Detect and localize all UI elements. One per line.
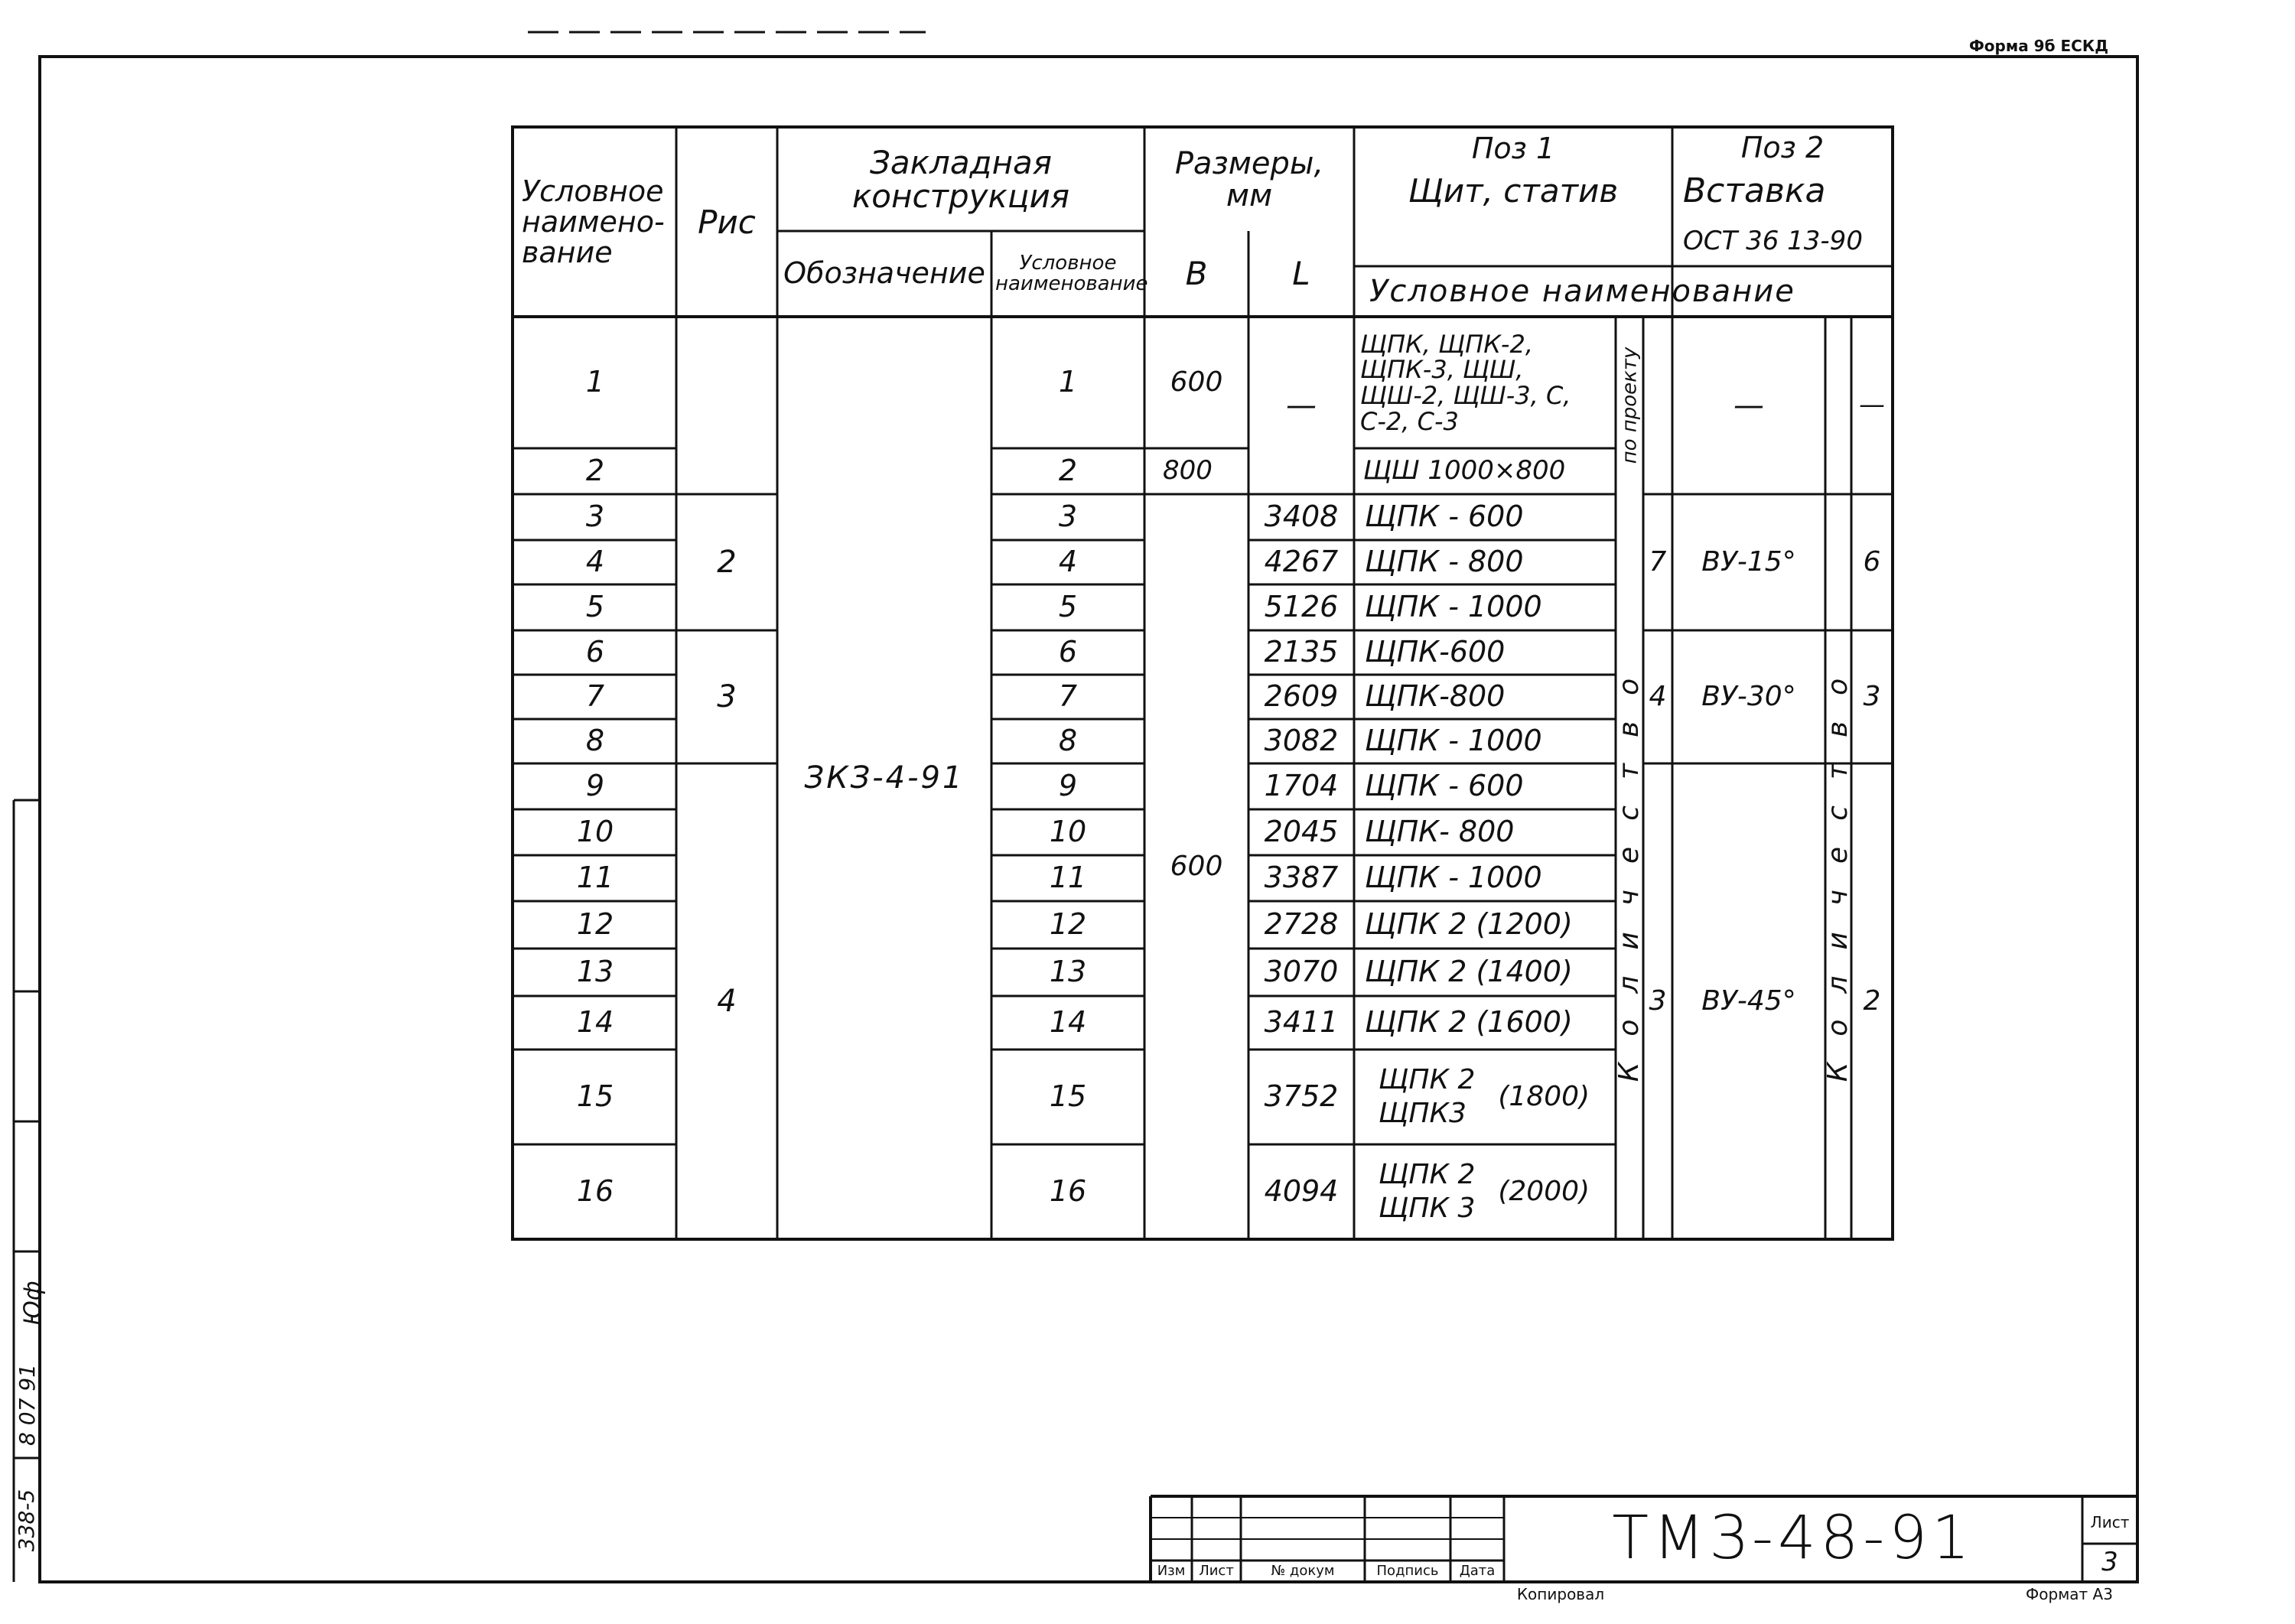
embedded-designation: ЗКЗ-4-91 — [804, 760, 965, 796]
pos2-qty-g4: 2 — [1863, 985, 1881, 1017]
b-value-row1: 600 — [1170, 366, 1223, 399]
l-value-row1: — — [1286, 388, 1317, 423]
row-length: 4267 — [1264, 545, 1339, 579]
pos2-g4: ВУ-45° — [1701, 985, 1796, 1017]
pic-group-3: 3 — [717, 679, 737, 714]
row-length: 2728 — [1264, 907, 1339, 942]
header-col-name: Условное наимено-вание — [522, 174, 665, 269]
row-length: 3408 — [1264, 500, 1339, 534]
pos1-size: (2000) — [1498, 1176, 1590, 1208]
row-length: 3387 — [1264, 861, 1339, 895]
row-length: 3082 — [1264, 724, 1339, 758]
pic-group-2: 2 — [717, 545, 737, 580]
pos1-qty-g2: 7 — [1649, 546, 1667, 578]
row-name: 9 — [585, 769, 605, 803]
pos2-top: — — [1733, 388, 1764, 423]
row-length: 3411 — [1264, 1005, 1339, 1040]
margin-code: 338-5 — [14, 1489, 40, 1551]
header-pos2-title: Поз 2 — [1740, 131, 1825, 165]
pos1-row2: ЩШ 1000×800 — [1363, 455, 1566, 487]
b-value-row2: 800 — [1163, 455, 1213, 487]
header-size-l: L — [1292, 254, 1310, 292]
row-name: 15 — [576, 1079, 614, 1114]
row-length: 3070 — [1264, 955, 1339, 989]
b-value-rest: 600 — [1170, 851, 1223, 883]
row-name: 7 — [585, 679, 605, 714]
row-name: 4 — [585, 545, 605, 579]
row-pos1: ЩПК-600 — [1365, 635, 1506, 669]
qty-label-pos2: Количество — [1822, 652, 1854, 1082]
pos2-g3: ВУ-30° — [1701, 681, 1796, 713]
row-length: 4094 — [1264, 1174, 1339, 1209]
row-name: 1 — [585, 365, 605, 399]
row-embedded-name: 6 — [1058, 635, 1078, 669]
row-length: 2045 — [1264, 815, 1339, 849]
row-pos1: ЩПК - 1000 — [1365, 590, 1542, 624]
header-pos1-title: Поз 1 — [1471, 132, 1555, 166]
document-code: ТМЗ-48-91 — [1612, 1504, 1974, 1574]
pos1-name-a: ЩПК 2 — [1379, 1159, 1476, 1191]
pos1-qty-g4: 3 — [1649, 985, 1667, 1017]
pos1-size: (1800) — [1498, 1081, 1590, 1113]
row-pos1: ЩПК- 800 — [1365, 815, 1515, 849]
row-pos1: ЩПК - 800 — [1365, 545, 1524, 579]
sheet-number: 3 — [2101, 1547, 2118, 1578]
row-name: 12 — [576, 907, 614, 942]
row-embedded-name: 10 — [1049, 815, 1087, 849]
pos1-names — [1379, 1160, 1475, 1223]
row-name: 5 — [585, 590, 605, 624]
header-size-b: B — [1185, 254, 1208, 292]
margin-signature: Юф — [19, 1280, 47, 1326]
tb-col-date: Дата — [1459, 1562, 1496, 1579]
pos1-qty-g3: 4 — [1649, 681, 1667, 713]
row-embedded-name: 3 — [1058, 500, 1078, 534]
row-length: 3752 — [1264, 1079, 1339, 1114]
row-length: 1704 — [1264, 769, 1339, 803]
row-length: 2135 — [1264, 635, 1339, 669]
row-pos1: ЩПК - 1000 — [1365, 724, 1542, 758]
row-embedded-name: 13 — [1049, 955, 1087, 989]
row-pos1 — [1356, 1144, 1616, 1239]
row-length: 5126 — [1264, 590, 1339, 624]
header-pos1-name: Щит, статив — [1408, 171, 1619, 210]
tb-col-list: Лист — [1199, 1562, 1234, 1579]
row-embedded-name: 7 — [1058, 679, 1078, 714]
row-name: 2 — [585, 454, 605, 488]
tb-col-doc: № докум — [1271, 1562, 1335, 1579]
margin-date: 8 07 91 — [14, 1363, 40, 1446]
row-embedded-name: 1 — [1058, 365, 1078, 399]
row-pos1: ЩПК - 600 — [1365, 769, 1524, 803]
pos1-names — [1379, 1066, 1475, 1128]
row-name: 6 — [585, 635, 605, 669]
row-name: 13 — [576, 955, 614, 989]
row-pos1 — [1356, 1050, 1616, 1144]
pos2-g2: ВУ-15° — [1701, 546, 1796, 578]
tb-col-izm: Изм — [1157, 1562, 1186, 1579]
row-embedded-name: 12 — [1049, 907, 1087, 942]
header-embedded-name: Условное наименование — [995, 251, 1148, 295]
per-project-label: по проекту — [1618, 347, 1642, 464]
row-embedded-name: 4 — [1058, 545, 1078, 579]
row-pos1: ЩПК-800 — [1365, 679, 1506, 714]
row-name: 3 — [585, 500, 605, 534]
header-pos2-name: Вставка — [1683, 171, 1826, 210]
header-sizes: Размеры, мм — [1174, 146, 1324, 213]
tb-col-sign: Подпись — [1376, 1562, 1439, 1579]
qty-label-pos1: Количество — [1613, 652, 1646, 1082]
row-name: 10 — [576, 815, 614, 849]
sheet-label: Лист — [2090, 1512, 2130, 1531]
header-pos2-std: ОСТ 36 13-90 — [1683, 226, 1863, 257]
row-embedded-name: 2 — [1058, 454, 1078, 488]
form-label: Форма 9б ЕСКД — [1968, 36, 2109, 55]
pic-group-4: 4 — [717, 984, 737, 1019]
row-pos1: ЩПК 2 (1400) — [1365, 955, 1573, 989]
row-name: 8 — [585, 724, 605, 758]
row-embedded-name: 16 — [1049, 1174, 1087, 1209]
row-embedded-name: 11 — [1049, 861, 1087, 895]
format-label: Формат А3 — [2026, 1584, 2113, 1603]
row-embedded-name: 8 — [1058, 724, 1078, 758]
row-name: 11 — [576, 861, 614, 895]
row-embedded-name: 9 — [1058, 769, 1078, 803]
pos1-name-b: ЩПК3 — [1379, 1098, 1467, 1129]
pos2-qty-g2: 6 — [1863, 546, 1881, 578]
pos1-name-b: ЩПК 3 — [1379, 1193, 1476, 1224]
header-embedded: Закладная конструкция — [851, 143, 1070, 215]
row-length: 2609 — [1264, 679, 1339, 714]
row-name: 14 — [576, 1005, 614, 1040]
pos2-qty-top: — — [1859, 389, 1885, 421]
header-designation: Обозначение — [783, 256, 985, 291]
row-embedded-name: 15 — [1049, 1079, 1087, 1114]
row-pos1: ЩПК 2 (1600) — [1365, 1005, 1573, 1040]
pos1-row1: ЩПК, ЩПК-2, ЩПК-3, ЩШ, ЩШ-2, ЩШ-3, С, С-2, С-3 — [1360, 329, 1571, 436]
row-name: 16 — [576, 1174, 614, 1209]
copied-label: Копировал — [1516, 1584, 1605, 1603]
row-embedded-name: 14 — [1049, 1005, 1087, 1040]
pos1-name-a: ЩПК 2 — [1379, 1064, 1476, 1096]
row-pos1: ЩПК 2 (1200) — [1365, 907, 1573, 942]
row-pos1: ЩПК - 600 — [1365, 500, 1524, 534]
row-embedded-name: 5 — [1058, 590, 1078, 624]
header-col-pic: Рис — [698, 203, 756, 241]
pos2-qty-g3: 3 — [1863, 681, 1881, 713]
row-pos1: ЩПК - 1000 — [1365, 861, 1542, 895]
header-cond-name: Условное наименование — [1369, 274, 1795, 309]
